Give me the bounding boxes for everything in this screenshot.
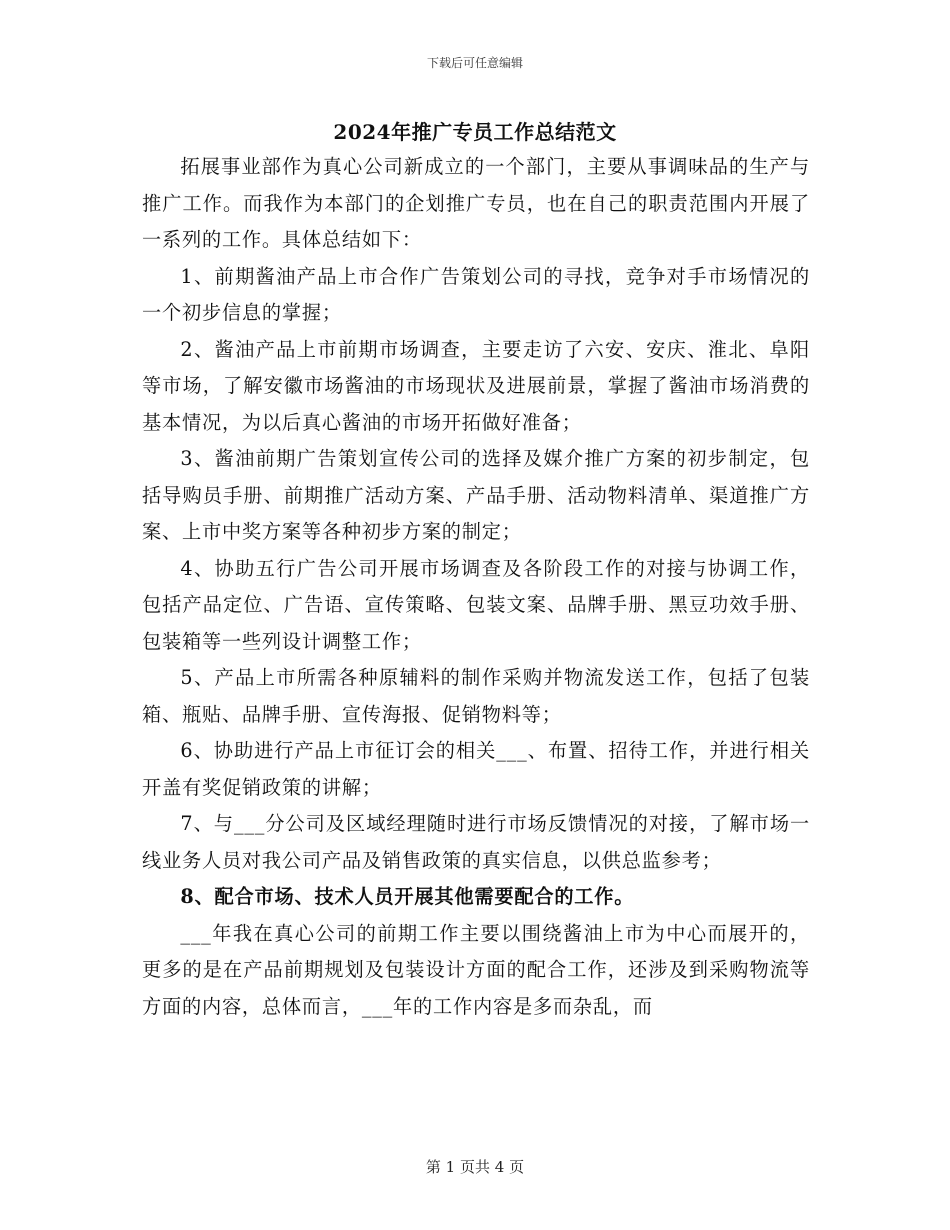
document-body bbox=[142, 149, 810, 1025]
paragraph-item-6: 6、协助进行产品上市征订会的相关___、布置、招待工作，并进行相关开盖有奖促销政策的讲解； bbox=[142, 739, 810, 799]
page-number: 第 1 页共 4 页 bbox=[425, 1158, 525, 1176]
paragraph-intro: 拓展事业部作为真心公司新成立的一个部门，主要从事调味品的生产与推广工作。而我作为本部门的企划推广专员，也在自己的职责范围内开展了一系列的工作。具体总结如下： bbox=[142, 155, 810, 251]
paragraph-item-2: 2、酱油产品上市前期市场调查，主要走访了六安、安庆、淮北、阜阳等市场，了解安徽市场酱油的市场现状及进展前景，掌握了酱油市场消费的基本情况，为以后真心酱油的市场开拓做好准备； bbox=[142, 337, 810, 434]
paragraph-item-4: 4、协助五行广告公司开展市场调查及各阶段工作的对接与协调工作，包括产品定位、广告语、宣传策略、包装文案、品牌手册、黑豆功效手册、包装箱等一些列设计调整工作； bbox=[142, 556, 810, 653]
paragraph-summary: ___年我在真心公司的前期工作主要以围绕酱油上市为中心而展开的，更多的是在产品前期规划及包装设计方面的配合工作，还涉及到采购物流等方面的内容，总体而言，___年的工作内容是多而杂乱，而 bbox=[142, 921, 810, 1018]
document-title: 2024年推广专员工作总结范文 bbox=[333, 120, 617, 144]
paragraph-item-3: 3、酱油前期广告策划宣传公司的选择及媒介推广方案的初步制定，包括导购员手册、前期推广活动方案、产品手册、活动物料清单、渠道推广方案、上市中奖方案等各种初步方案的制定； bbox=[142, 447, 810, 543]
paragraph-item-1: 1、前期酱油产品上市合作广告策划公司的寻找，竞争对手市场情况的一个初步信息的掌握； bbox=[142, 264, 810, 324]
paragraph-item-8: 8、配合市场、技术人员开展其他需要配合的工作。 bbox=[180, 885, 635, 908]
header-note: 下载后可任意编辑 bbox=[426, 56, 523, 70]
paragraph-item-7: 7、与___分公司及区域经理随时进行市场反馈情况的对接，了解市场一线业务人员对我公司产品及销售政策的真实信息，以供总监参考； bbox=[142, 812, 810, 872]
paragraph-item-5: 5、产品上市所需各种原辅料的制作采购并物流发送工作，包括了包装箱、瓶贴、品牌手册、宣传海报、促销物料等； bbox=[142, 666, 810, 726]
